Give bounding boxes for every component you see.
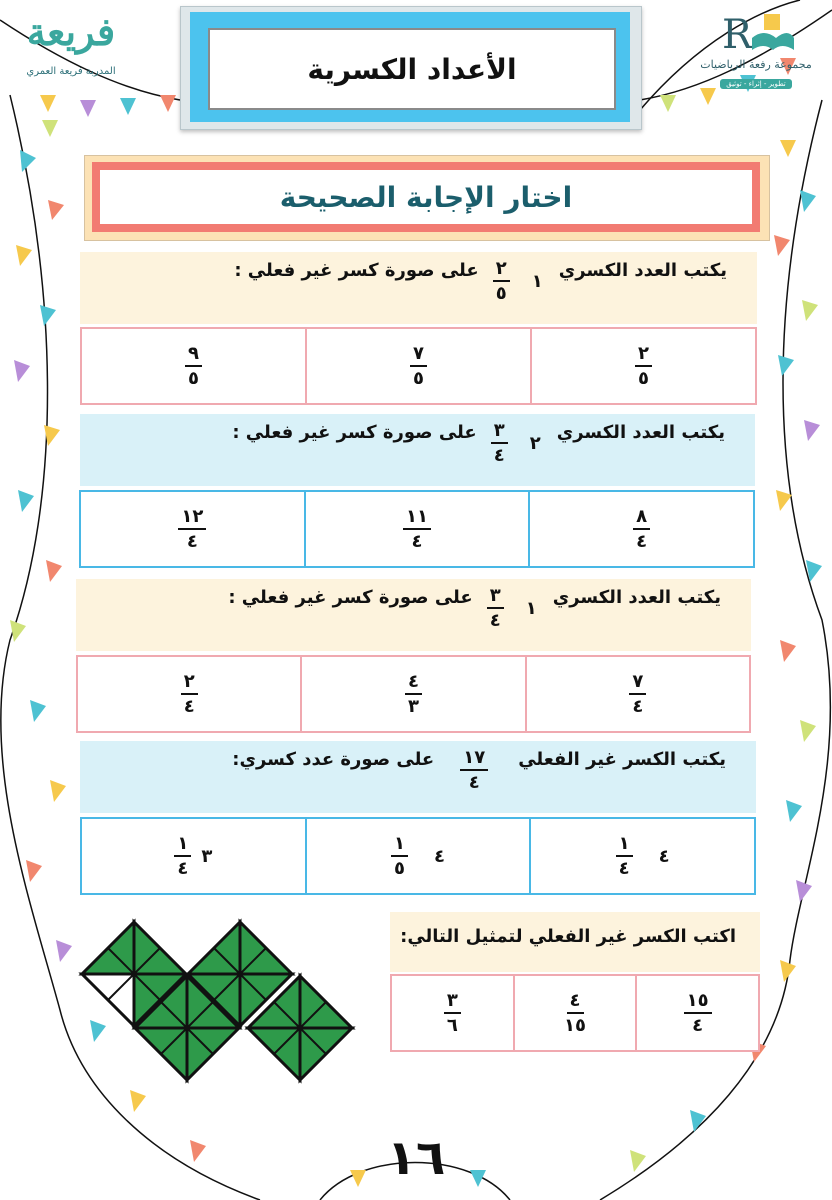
options-row-1 <box>80 327 757 405</box>
logo-subtitle: المدربة فريعة العمري <box>26 66 116 77</box>
page-title: الأعداد الكسرية <box>208 28 616 110</box>
question-suffix: على صورة كسر غير فعلي : <box>232 422 477 443</box>
denominator: ٤ <box>183 695 195 717</box>
options-row-2 <box>79 490 755 568</box>
option-b[interactable] <box>305 819 530 893</box>
numerator: ٣ <box>491 422 508 444</box>
svg-text:R: R <box>722 12 753 54</box>
numerator: ٢ <box>635 345 652 367</box>
mixed-number <box>487 587 537 630</box>
options-row-3 <box>76 655 751 733</box>
denominator: ٤ <box>636 530 648 552</box>
option-c[interactable] <box>81 492 304 566</box>
denominator: ٦ <box>446 1014 458 1036</box>
whole-part: ٢ <box>529 433 541 454</box>
options-row-5 <box>390 974 760 1052</box>
numerator: ٣ <box>487 587 504 609</box>
numerator: ٢ <box>181 673 198 695</box>
denominator: ٤ <box>493 445 505 466</box>
logo-tagline: تطوير - إثراء - توثيق <box>720 79 792 89</box>
numerator: ١٥ <box>684 992 712 1014</box>
option-b[interactable] <box>304 492 529 566</box>
options-row-4 <box>80 817 756 895</box>
numerator: ٩ <box>185 345 202 367</box>
whole-part: ٣ <box>201 845 213 867</box>
option-a[interactable] <box>635 976 758 1050</box>
question-2 <box>80 414 755 486</box>
numerator: ٧ <box>629 673 646 695</box>
mixed-number <box>493 260 543 303</box>
denominator: ٤ <box>411 530 423 552</box>
fraction <box>487 587 504 630</box>
numerator: ١ <box>391 835 408 857</box>
question-text: اكتب الكسر غير الفعلي لتمثيل التالي: <box>400 926 736 947</box>
denominator: ٥ <box>495 283 507 304</box>
question-5 <box>390 912 760 972</box>
brand-logo-left <box>16 8 126 98</box>
denominator: ٤ <box>186 530 198 552</box>
denominator: ٤ <box>632 695 644 717</box>
numerator: ٤ <box>405 673 422 695</box>
option-c[interactable] <box>78 657 300 731</box>
numerator: ١ <box>616 835 633 857</box>
fraction-model <box>74 918 374 1090</box>
book-icon <box>716 8 796 54</box>
denominator: ٥ <box>394 857 405 879</box>
logo-name: فريعة <box>26 9 116 54</box>
denominator: ٤ <box>468 772 480 793</box>
question-text: يكتب العدد الكسري <box>558 260 727 281</box>
option-a[interactable] <box>525 657 749 731</box>
option-c[interactable] <box>82 819 305 893</box>
numerator: ٨ <box>633 508 650 530</box>
question-1 <box>80 252 757 324</box>
question-4 <box>80 741 756 813</box>
mixed-number <box>491 422 541 465</box>
denominator: ١٥ <box>564 1014 586 1036</box>
option-a[interactable] <box>530 329 755 403</box>
option-c[interactable] <box>82 329 305 403</box>
numerator: ٢ <box>493 260 510 282</box>
fraction <box>491 422 508 465</box>
denominator: ٤ <box>692 1014 704 1036</box>
numerator: ١ <box>174 835 191 857</box>
denominator: ٤ <box>177 857 189 879</box>
fraction <box>493 260 510 303</box>
option-b[interactable] <box>305 329 530 403</box>
numerator: ١٧ <box>460 749 488 771</box>
brand-logo-right <box>700 8 812 103</box>
numerator: ٣ <box>444 992 461 1014</box>
section-title: اختار الإجابة الصحيحة <box>100 170 752 224</box>
option-b[interactable] <box>300 657 524 731</box>
numerator: ١٢ <box>178 508 206 530</box>
question-text: يكتب الكسر غير الفعلي <box>518 749 726 770</box>
whole-part: ٤ <box>434 845 445 867</box>
question-3 <box>76 579 751 651</box>
question-suffix: على صورة عدد كسري: <box>232 749 435 770</box>
numerator: ٧ <box>410 345 427 367</box>
question-text: يكتب العدد الكسري <box>552 587 721 608</box>
question-suffix: على صورة كسر غير فعلي : <box>228 587 473 608</box>
option-c[interactable] <box>392 976 513 1050</box>
numerator: ٤ <box>567 992 584 1014</box>
option-a[interactable] <box>529 819 754 893</box>
denominator: ٥ <box>413 367 424 389</box>
denominator: ٥ <box>188 367 199 389</box>
whole-part: ١ <box>531 271 543 292</box>
option-b[interactable] <box>513 976 636 1050</box>
denominator: ٤ <box>618 857 630 879</box>
option-a[interactable] <box>528 492 753 566</box>
fraction <box>460 749 488 792</box>
denominator: ٤ <box>489 610 501 631</box>
denominator: ٣ <box>408 695 420 717</box>
whole-part: ٤ <box>658 845 670 867</box>
question-text: يكتب العدد الكسري <box>556 422 725 443</box>
whole-part: ١ <box>525 598 537 619</box>
logo-name: مجموعة رفعة الرياضيات <box>700 58 812 71</box>
numerator: ١١ <box>403 508 431 530</box>
page-number: ١٦ <box>386 1130 446 1186</box>
question-suffix: على صورة كسر غير فعلي : <box>234 260 479 281</box>
denominator: ٥ <box>638 367 649 389</box>
